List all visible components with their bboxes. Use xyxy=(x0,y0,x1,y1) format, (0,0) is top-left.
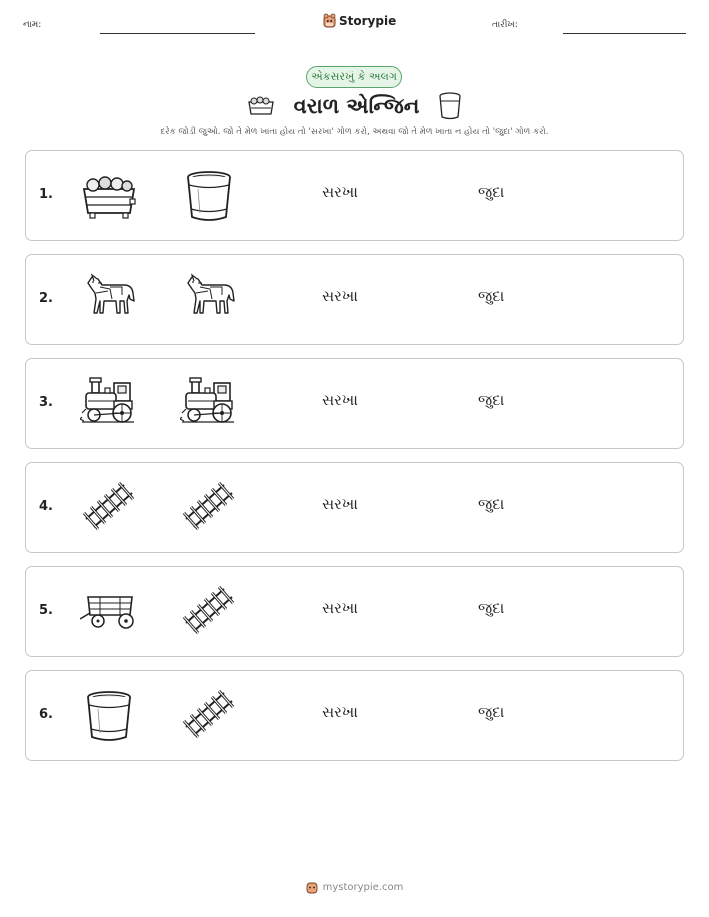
exercise-row xyxy=(25,566,684,657)
topic-badge: એકસરખું કે અલગ xyxy=(306,66,402,88)
different-option[interactable]: જુદા xyxy=(478,599,505,617)
exercise-row xyxy=(25,462,684,553)
same-option[interactable]: સરખા xyxy=(322,287,358,305)
exercise-row xyxy=(25,358,684,449)
different-option[interactable]: જુદા xyxy=(478,391,505,409)
horse-icon xyxy=(80,271,138,329)
rail-track-icon xyxy=(180,479,238,537)
instructions: દરેક જોડી જુઓ. જો તે મેળ ખાતા હોય તો 'સરખા' ગોળ કરો, અથવા જો તે મેળ ખાતા ન હોય તો 'જુદા' ગોળ કરો. xyxy=(160,127,549,137)
footer-url[interactable]: mystorypie.com xyxy=(322,881,404,893)
date-label: તારીખ: xyxy=(492,20,518,30)
bucket-icon xyxy=(180,167,238,225)
row-number: 3. xyxy=(39,395,53,410)
rail-track-icon xyxy=(80,479,138,537)
exercise-row xyxy=(25,254,684,345)
steam-locomotive-icon xyxy=(180,375,238,433)
row-number: 2. xyxy=(39,291,53,306)
date-field[interactable] xyxy=(563,33,686,34)
different-option[interactable]: જુદા xyxy=(478,287,505,305)
row-number: 1. xyxy=(39,187,53,202)
row-number: 5. xyxy=(39,603,53,618)
steam-locomotive-icon xyxy=(80,375,138,433)
rail-track-icon xyxy=(180,687,238,745)
exercise-row xyxy=(25,150,684,241)
same-option[interactable]: સરખા xyxy=(322,599,358,617)
title-row xyxy=(0,90,709,122)
same-option[interactable]: સરખા xyxy=(322,391,358,409)
exercise-row xyxy=(25,670,684,761)
same-option[interactable]: સરખા xyxy=(322,183,358,201)
name-field[interactable] xyxy=(100,33,255,34)
wagon-cart-icon xyxy=(80,583,138,641)
same-option[interactable]: સરખા xyxy=(322,495,358,513)
different-option[interactable]: જુદા xyxy=(478,495,505,513)
bucket-icon xyxy=(80,687,138,745)
name-label: નામ: xyxy=(23,20,42,30)
different-option[interactable]: જુદા xyxy=(478,703,505,721)
row-number: 4. xyxy=(39,499,53,514)
same-option[interactable]: સરખા xyxy=(322,703,358,721)
different-option[interactable]: જુદા xyxy=(478,183,505,201)
storypie-logo-icon xyxy=(323,13,336,28)
brand-logo xyxy=(323,13,396,28)
rail-track-icon xyxy=(180,583,238,641)
bucket-icon xyxy=(437,91,463,121)
storypie-logo-icon xyxy=(306,880,318,894)
footer xyxy=(0,880,709,894)
brand-name: Storypie xyxy=(339,13,397,28)
horse-icon xyxy=(180,271,238,329)
page-title: વરાળ એન્જિન xyxy=(293,93,420,118)
row-number: 6. xyxy=(39,707,53,722)
coal-crate-icon xyxy=(246,94,276,118)
coal-crate-icon xyxy=(80,167,138,225)
